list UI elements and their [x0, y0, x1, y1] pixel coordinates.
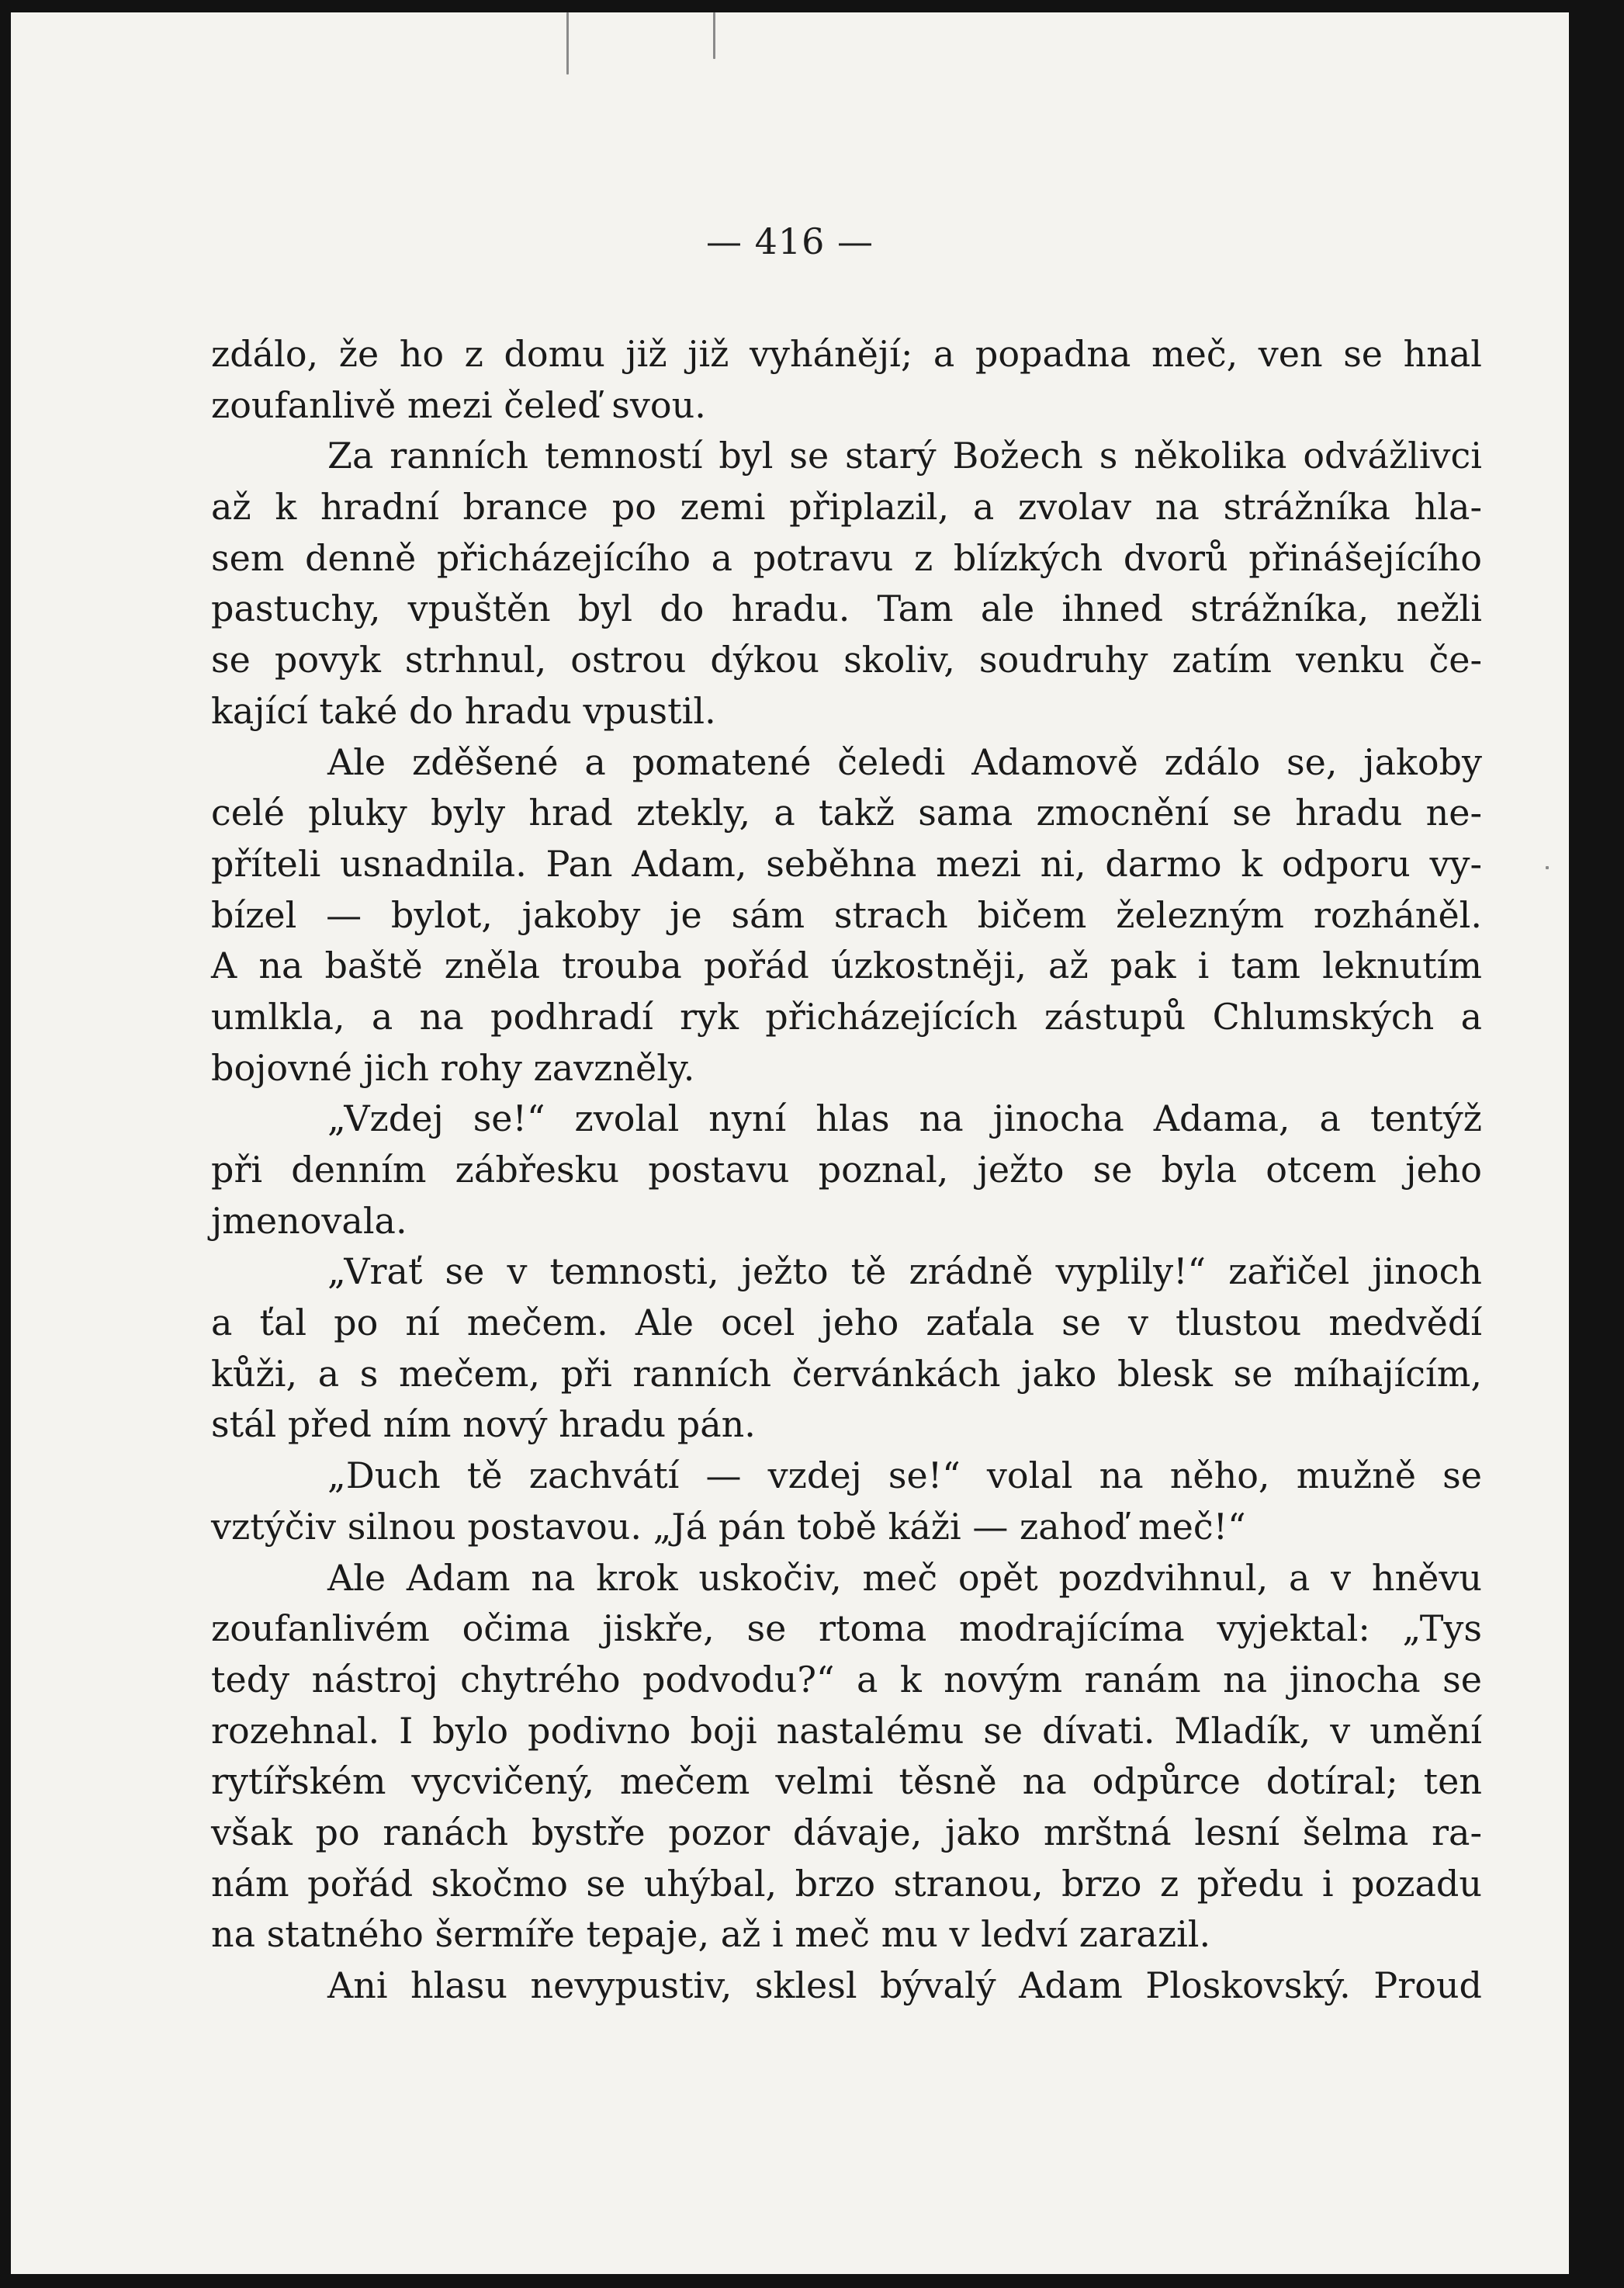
scan-mark — [713, 12, 715, 59]
text-line: Ale Adam na krok uskočiv, meč opět pozdvihnul, a v hněvu — [327, 1556, 1482, 1599]
text-line: „Vzdej se!“ zvolal nyní hlas na jinocha Adama, a tentýž — [327, 1097, 1482, 1140]
text-line: zoufanlivém očima jiskře, se rtoma modrajícíma vyjektal: „Tys — [211, 1607, 1482, 1650]
page-number: — 416 — — [705, 220, 874, 262]
text-line: Ani hlasu nevypustiv, sklesl bývalý Adam Ploskovský. Proud — [327, 1964, 1482, 2006]
text-line: Ale zděšené a pomatené čeledi Adamově zdálo se, jakoby — [327, 740, 1482, 783]
text-line: bízel — bylot, jakoby je sám strach bičem železným rozháněl. — [211, 893, 1482, 936]
text-line: pastuchy, vpuštěn byl do hradu. Tam ale ihned strážníka, nežli — [211, 588, 1482, 630]
text-line: se povyk strhnul, ostrou dýkou skoliv, soudruhy zatím venku če- — [211, 639, 1482, 681]
text-line: rytířském vycvičený, mečem velmi těsně na odpůrce dotíral; ten — [211, 1760, 1482, 1803]
text-line: sem denně přicházejícího a potravu z blízkých dvorů přinášejícího — [211, 536, 1482, 579]
text-line: rozehnal. I bylo podivno boji nastalému se dívati. Mladík, v umění — [211, 1709, 1482, 1752]
text-line: tedy nástroj chytrého podvodu?“ a k novým ranám na jinocha se — [211, 1658, 1482, 1700]
text-line: zdálo, že ho z domu již již vyhánějí; a popadna meč, ven se hnal — [211, 333, 1482, 375]
text-line: nám pořád skočmo se uhýbal, brzo stranou, brzo z předu i pozadu — [211, 1862, 1482, 1905]
text-line: umlkla, a na podhradí ryk přicházejících zástupů Chlumských a — [211, 995, 1482, 1038]
text-line: jmenovala. — [211, 1199, 407, 1242]
text-line: Za ranních temností byl se starý Božech s několika odvážlivci — [327, 435, 1482, 477]
text-line: kůži, a s mečem, při ranních červánkách jako blesk se míhajícím, — [211, 1352, 1482, 1395]
text-line: celé pluky byly hrad ztekly, a takž sama zmocnění se hradu ne- — [211, 792, 1482, 834]
body-text — [211, 329, 1482, 2012]
text-line: „Vrať se v temnosti, ježto tě zrádně vyplily!“ zařičel jinoch — [327, 1250, 1482, 1293]
text-line: A na baště zněla trouba pořád úzkostněji, až pak i tam leknutím — [211, 945, 1482, 987]
text-line: kající také do hradu vpustil. — [211, 689, 716, 732]
text-line: při denním zábřesku postavu poznal, ježto se byla otcem jeho — [211, 1149, 1482, 1191]
text-line: „Duch tě zachvátí — vzdej se!“ volal na něho, mužně se — [327, 1454, 1482, 1497]
text-line: vztýčiv silnou postavou. „Já pán tobě káži — zahoď meč!“ — [211, 1505, 1246, 1548]
scan-mark — [566, 12, 569, 75]
text-line: příteli usnadnila. Pan Adam, seběhna mezi ni, darmo k odporu vy- — [211, 842, 1482, 885]
text-line: a ťal po ní mečem. Ale ocel jeho zaťala se v tlustou medvědí — [211, 1302, 1482, 1344]
book-page — [11, 12, 1569, 2274]
text-line: zoufanlivě mezi čeleď svou. — [211, 383, 706, 426]
scan-mark — [1546, 866, 1549, 869]
text-line: však po ranách bystře pozor dávaje, jako mrštná lesní šelma ra- — [211, 1811, 1482, 1853]
text-line: stál před ním nový hradu pán. — [211, 1403, 756, 1446]
text-line: bojovné jich rohy zavzněly. — [211, 1046, 695, 1089]
text-line: až k hradní brance po zemi připlazil, a zvolav na strážníka hla- — [211, 486, 1482, 529]
text-line: na statného šermíře tepaje, až i meč mu v ledví zarazil. — [211, 1913, 1211, 1956]
